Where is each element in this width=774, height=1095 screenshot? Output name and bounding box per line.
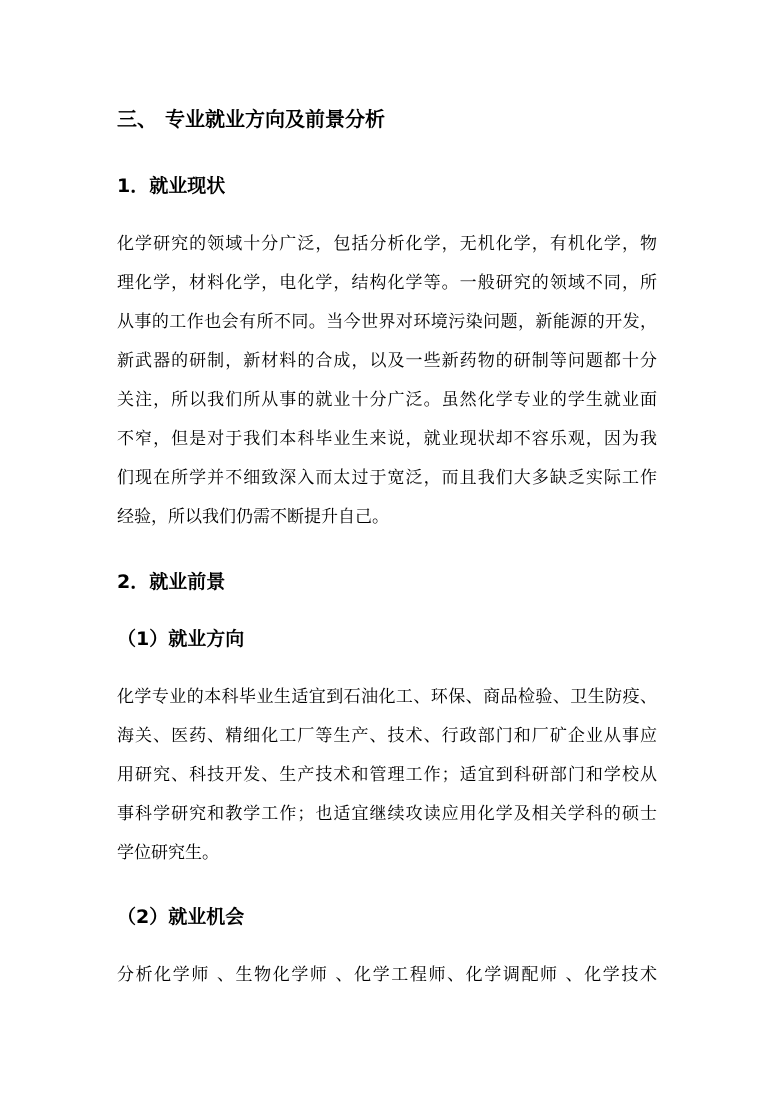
paragraph-line: 们现在所学并不细致深入而太过于宽泛，而且我们大多缺乏实际工作: [117, 468, 657, 488]
paragraph-line: 分析化学师 、生物化学师 、化学工程师、化学调配师 、化学技术: [117, 965, 657, 985]
direction-heading: （1）就业方向: [117, 628, 245, 650]
paragraph-line: 理化学，材料化学，电化学，结构化学等。一般研究的领域不同，所: [117, 273, 657, 293]
paragraph-line: 新武器的研制，新材料的合成，以及一些新药物的研制等问题都十分: [117, 351, 657, 371]
opportunities-heading: （2）就业机会: [117, 906, 245, 928]
paragraph-line: 从事的工作也会有所不同。当今世界对环境污染问题，新能源的开发，: [117, 312, 657, 332]
status-heading: 1．就业现状: [117, 175, 226, 197]
paragraph-line: 经验，所以我们仍需不断提升自己。: [117, 507, 389, 527]
paragraph-line: 化学专业的本科毕业生适宜到石油化工、环保、商品检验、卫生防疫、: [117, 687, 657, 707]
paragraph-line: 学位研究生。: [117, 843, 219, 863]
section-number: 三、: [117, 107, 157, 131]
paragraph-line: 用研究、科技开发、生产技术和管理工作；适宜到科研部门和学校从: [117, 765, 657, 785]
section-title-text: 专业就业方向及前景分析: [165, 107, 385, 131]
section-title: [117, 107, 385, 131]
paragraph-line: 关注，所以我们所从事的就业十分广泛。虽然化学专业的学生就业面: [117, 390, 657, 410]
paragraph-line: 海关、医药、精细化工厂等生产、技术、行政部门和厂矿企业从事应: [117, 726, 657, 746]
paragraph-line: 事科学研究和教学工作；也适宜继续攻读应用化学及相关学科的硕士: [117, 804, 657, 824]
prospects-heading: 2．就业前景: [117, 571, 226, 593]
paragraph-line: 化学研究的领域十分广泛，包括分析化学，无机化学，有机化学，物: [117, 234, 657, 254]
paragraph-line: 不窄，但是对于我们本科毕业生来说，就业现状却不容乐观，因为我: [117, 429, 657, 449]
